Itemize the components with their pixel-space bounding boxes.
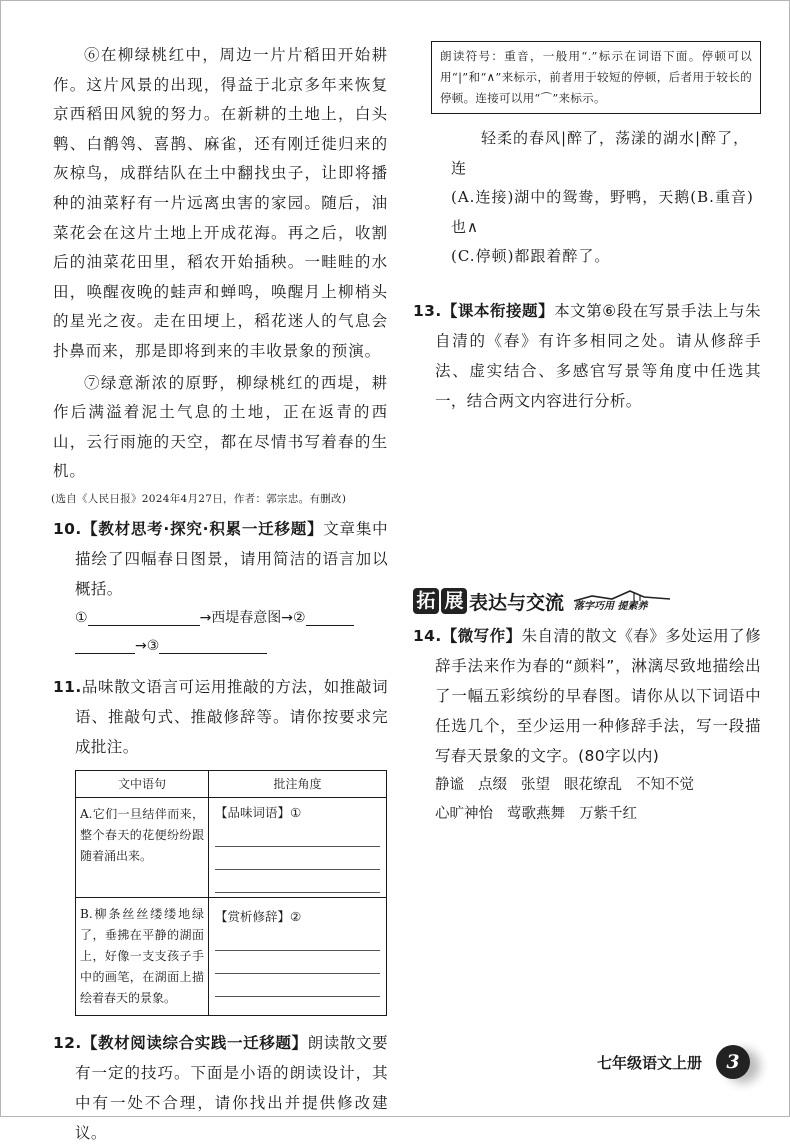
question-11-text: 品味散文语言可运用推敲的方法，如推敲词语、推敲句式、推敲修辞等。请你按要求完成批注。 bbox=[75, 677, 388, 756]
section-title: 表达与交流 bbox=[469, 591, 565, 614]
word-bank-item: 点缀 bbox=[478, 777, 507, 793]
question-14-text: 朱自清的散文《春》多处运用了修辞手法来作为春的“颜料”，淋漓尽致地描绘出了一幅五彩缤纷的早春图。请你从以下词语中任选几个，至少运用一种修辞手法，写一段描写春天景象的文字。(80字以内) bbox=[435, 627, 761, 765]
verse-line-2: (A.连接)湖中的鸳鸯，野鸭，天鹅(B.重音)也∧ bbox=[451, 188, 754, 236]
table-row bbox=[76, 797, 387, 897]
table-cell-sentence-a: A.它们一旦结伴而来，整个春天的花便纷纷跟随着涌出来。 bbox=[76, 797, 209, 897]
word-bank-item: 莺歌燕舞 bbox=[507, 806, 565, 822]
page-number: 3 bbox=[716, 1045, 750, 1079]
question-12 bbox=[53, 1028, 388, 1148]
table-header-sentence: 文中语句 bbox=[76, 770, 209, 797]
question-13-text: 本文第⑥段在写景手法上与朱自清的《春》有许多相同之处。请从修辞手法、虚实结合、多感官写景等角度中任选其一，结合两文内容进行分析。 bbox=[435, 301, 761, 410]
question-11-number: 11. bbox=[53, 677, 82, 696]
question-11 bbox=[53, 672, 388, 1016]
answer-blank-2-cont[interactable] bbox=[75, 633, 135, 654]
section-motto: 落字巧用 提素养 bbox=[572, 587, 672, 615]
question-13 bbox=[413, 296, 761, 416]
annotation-table bbox=[75, 770, 387, 1016]
page-footer bbox=[597, 1045, 750, 1079]
section-header bbox=[413, 587, 672, 615]
question-12-tag: 【教材阅读综合实践一迁移题】 bbox=[81, 1033, 308, 1052]
question-12-text: 朗读散文要有一定的技巧。下面是小语的朗读设计，其中有一处不合理，请你找出并提供修改建议。 bbox=[75, 1033, 388, 1142]
word-bank-item: 不知不觉 bbox=[636, 777, 694, 793]
word-bank-item: 张望 bbox=[521, 777, 550, 793]
passage-paragraph-7: ⑦绿意渐浓的原野，柳绿桃红的西堤，耕作后满溢着泥土气息的土地，正在返青的西山，云行雨施的天空，都在尽情书写着春的生机。 bbox=[53, 373, 388, 481]
word-bank-item: 眼花缭乱 bbox=[564, 777, 622, 793]
question-10-answer-row-1: ① →西堤春意图→② bbox=[75, 604, 388, 632]
table-cell-annotation-b[interactable]: 【赏析修辞】② bbox=[209, 897, 387, 1015]
question-10 bbox=[53, 514, 388, 660]
question-10-tag: 【教材思考·探究·积累一迁移题】 bbox=[81, 519, 324, 538]
question-10-text: 文章集中描绘了四幅春日图景，请用简洁的语言加以概括。 bbox=[75, 519, 388, 598]
verse-line-1: 轻柔的春风|醉了，荡漾的湖水|醉了，连 bbox=[451, 129, 750, 177]
verse-line-3: (C.停顿)都跟着醉了。 bbox=[451, 247, 611, 265]
question-13-tag: 【课本衔接题】 bbox=[441, 301, 555, 320]
answer-blank-2[interactable] bbox=[306, 605, 354, 626]
table-cell-annotation-a[interactable]: 【品味词语】① bbox=[209, 797, 387, 897]
word-bank-row-1 bbox=[435, 771, 761, 800]
reading-design-verse bbox=[451, 124, 761, 272]
question-13-number: 13. bbox=[413, 301, 442, 320]
answer-blank-3[interactable] bbox=[159, 633, 267, 654]
passage-paragraph-6: ⑥在柳绿桃红中，周边一片片稻田开始耕作。这片风景的出现，得益于北京多年来恢复京西稻田风貌的努力。在新耕的土地上，白头鹎、白鹡鸰、喜鹊、麻雀，还有刚迁徙归来的灰椋鸟，成群结队在土中翻找虫子，让即将播种的油菜籽有一片远离虫害的家园。随后，油菜花会在这片土地上开成花海。再之后，收割后的油菜花田里，稻农开始插秧。一畦畦的水田，唤醒夜晚的蛙声和蝉鸣，唤醒月上柳梢头的星光之夜。走在田埂上，稻花迷人的气息会扑鼻而来，那是即将到来的丰收景象的预演。 bbox=[53, 46, 388, 360]
book-title: 七年级语文上册 bbox=[597, 1053, 703, 1072]
word-bank-item: 心旷神怡 bbox=[435, 806, 493, 822]
word-bank-item: 静谧 bbox=[435, 777, 464, 793]
right-column bbox=[413, 41, 761, 416]
question-14-number: 14. bbox=[413, 627, 442, 645]
table-cell-sentence-b: B.柳条丝丝缕缕地绿了，垂拂在平静的湖面上，好像一支支孩子手中的画笔，在湖面上描绘着春天的景象。 bbox=[76, 897, 209, 1015]
passage-source: (选自《人民日报》2024年4月27日，作者：郭宗忠。有删改) bbox=[51, 492, 347, 505]
word-bank bbox=[435, 771, 761, 829]
section-badge-char-2: 展 bbox=[441, 588, 467, 614]
word-bank-item: 万紫千红 bbox=[579, 806, 637, 822]
section-badge-char-1: 拓 bbox=[413, 588, 439, 614]
question-14 bbox=[413, 621, 761, 829]
question-10-answer-row-2: →③ bbox=[75, 632, 388, 660]
question-14-tag: 【微写作】 bbox=[441, 627, 522, 645]
word-bank-row-2 bbox=[435, 800, 761, 829]
table-row bbox=[76, 897, 387, 1015]
reading-symbol-note: 朗读符号：重音，一般用“.”标示在词语下面。停顿可以用“|”和“∧”来标示，前者用于较短的停顿，后者用于较长的停顿。连接可以用“⌒”来标示。 bbox=[431, 41, 761, 114]
left-column bbox=[53, 41, 388, 1148]
question-10-number: 10. bbox=[53, 519, 82, 538]
answer-blank-1[interactable] bbox=[88, 605, 200, 626]
table-header-angle: 批注角度 bbox=[209, 770, 387, 797]
question-12-number: 12. bbox=[53, 1033, 82, 1052]
